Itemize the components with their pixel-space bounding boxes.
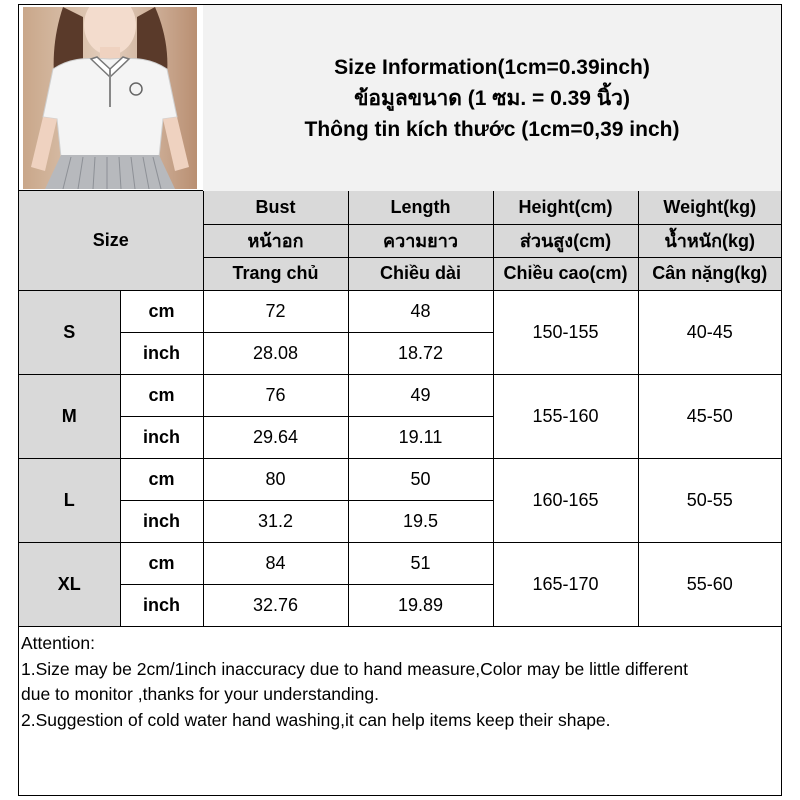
bust-header-en: Bust: [203, 191, 348, 224]
weight-range: 40-45: [638, 290, 781, 374]
unit-inch: inch: [120, 332, 203, 374]
table-row: [19, 542, 781, 584]
weight-range: 50-55: [638, 458, 781, 542]
weight-header-vi: Cân nặng(kg): [638, 257, 781, 290]
size-label-m: M: [19, 374, 120, 458]
title-thai: ข้อมูลขนาด (1 ซม. = 0.39 นิ้ว): [354, 86, 630, 110]
title-english: Size Information(1cm=0.39inch): [334, 55, 650, 79]
title-vietnamese: Thông tin kích thước (1cm=0,39 inch): [304, 117, 680, 141]
weight-range: 55-60: [638, 542, 781, 626]
length-header-vi: Chiều dài: [348, 257, 493, 290]
bust-cm: 80: [203, 458, 348, 500]
bust-cm: 84: [203, 542, 348, 584]
unit-inch: inch: [120, 416, 203, 458]
size-label-s: S: [19, 290, 120, 374]
size-table: [19, 191, 781, 627]
unit-inch: inch: [120, 584, 203, 626]
unit-cm: cm: [120, 542, 203, 584]
unit-inch: inch: [120, 500, 203, 542]
notes-heading: Attention:: [21, 633, 95, 653]
table-row: [19, 374, 781, 416]
length-inch: 18.72: [348, 332, 493, 374]
size-chart: [18, 4, 782, 796]
length-header-en: Length: [348, 191, 493, 224]
table-row: [19, 458, 781, 500]
note-1-line-2: due to monitor ,thanks for your understanding.: [21, 684, 379, 704]
weight-header-en: Weight(kg): [638, 191, 781, 224]
bust-inch: 32.76: [203, 584, 348, 626]
length-cm: 49: [348, 374, 493, 416]
size-label-l: L: [19, 458, 120, 542]
unit-cm: cm: [120, 290, 203, 332]
length-cm: 48: [348, 290, 493, 332]
length-header-th: ความยาว: [348, 224, 493, 257]
length-inch: 19.11: [348, 416, 493, 458]
note-2: 2.Suggestion of cold water hand washing,it can help items keep their shape.: [21, 709, 611, 730]
height-range: 160-165: [493, 458, 638, 542]
attention-notes: [21, 631, 781, 733]
unit-cm: cm: [120, 458, 203, 500]
length-inch: 19.89: [348, 584, 493, 626]
bust-inch: 28.08: [203, 332, 348, 374]
height-header-th: ส่วนสูง(cm): [493, 224, 638, 257]
weight-range: 45-50: [638, 374, 781, 458]
bust-cm: 76: [203, 374, 348, 416]
bust-header-th: หน้าอก: [203, 224, 348, 257]
height-range: 150-155: [493, 290, 638, 374]
bust-cm: 72: [203, 290, 348, 332]
bust-inch: 29.64: [203, 416, 348, 458]
length-cm: 51: [348, 542, 493, 584]
bust-inch: 31.2: [203, 500, 348, 542]
note-1-line-1: 1.Size may be 2cm/1inch inaccuracy due to hand measure,Color may be little different: [21, 658, 688, 679]
table-row: [19, 290, 781, 332]
size-header: Size: [19, 191, 203, 290]
length-inch: 19.5: [348, 500, 493, 542]
size-label-xl: XL: [19, 542, 120, 626]
unit-cm: cm: [120, 374, 203, 416]
height-range: 155-160: [493, 374, 638, 458]
height-range: 165-170: [493, 542, 638, 626]
title-block: [203, 5, 781, 191]
chart-header: [19, 5, 781, 191]
height-header-vi: Chiều cao(cm): [493, 257, 638, 290]
product-photo: [23, 7, 197, 189]
length-cm: 50: [348, 458, 493, 500]
weight-header-th: น้ำหนัก(kg): [638, 224, 781, 257]
height-header-en: Height(cm): [493, 191, 638, 224]
bust-header-vi: Trang chủ: [203, 257, 348, 290]
